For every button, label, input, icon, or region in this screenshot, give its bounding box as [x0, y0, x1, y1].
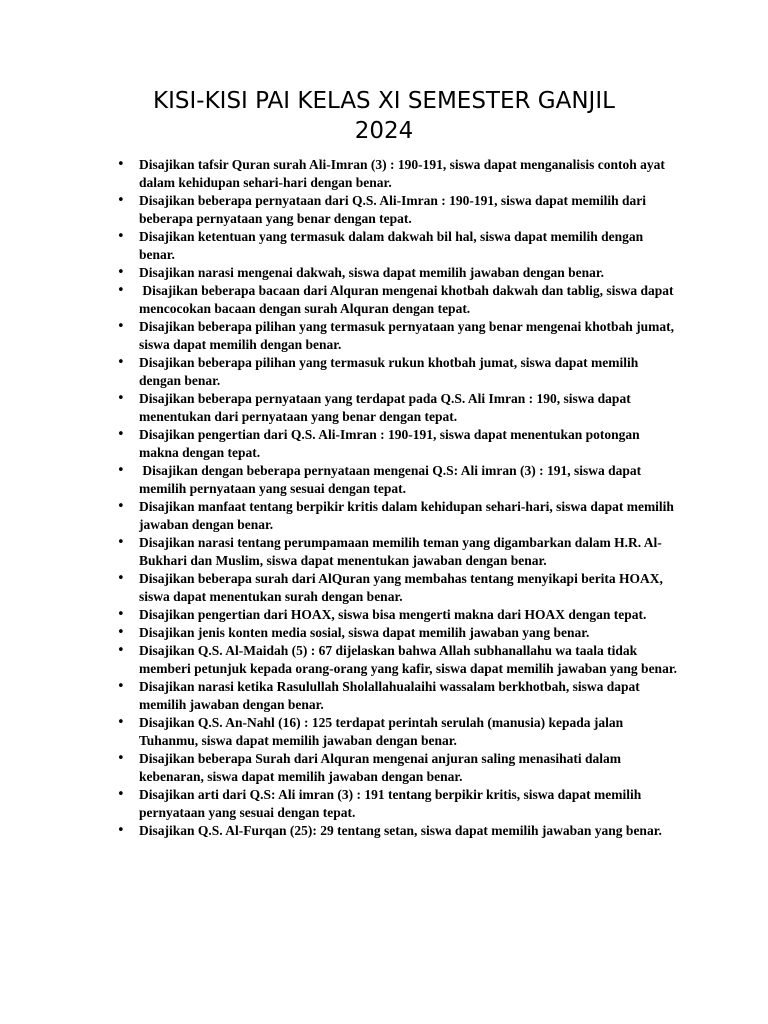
list-item: • Disajikan Q.S. An-Nahl (16) : 125 terdapat perintah serulah (manusia) kepada jalan Tuhanmu, siswa dapat memilih jawaban dengan benar. [139, 714, 679, 750]
list-item: • Disajikan pengertian dari Q.S. Ali-Imran : 190-191, siswa dapat menentukan potongan makna dengan tepat. [139, 426, 679, 462]
list-item: • Disajikan dengan beberapa pernyataan mengenai Q.S: Ali imran (3) : 191, siswa dapat memilih pernyataan yang sesuai dengan tepat. [139, 462, 679, 498]
list-item: • Disajikan arti dari Q.S: Ali imran (3) : 191 tentang berpikir kritis, siswa dapat memilih pernyataan yang sesuai dengan tepat. [139, 786, 679, 822]
list-item: • Disajikan beberapa pernyataan dari Q.S. Ali-Imran : 190-191, siswa dapat memilih dari beberapa pernyataan yang benar dengan tepat. [139, 192, 679, 228]
list-item: • Disajikan Q.S. Al-Maidah (5) : 67 dijelaskan bahwa Allah subhanallahu wa taala tidak memberi petunjuk kepada orang-orang yang kafir, siswa dapat memilih jawaban yang benar. [139, 642, 679, 678]
list-item: • Disajikan tafsir Quran surah Ali-Imran (3) : 190-191, siswa dapat menganalisis contoh ayat dalam kehidupan sehari-hari dengan benar. [139, 156, 679, 192]
list-item: • Disajikan pengertian dari HOAX, siswa bisa mengerti makna dari HOAX dengan tepat. [139, 606, 679, 624]
list-item: • Disajikan Q.S. Al-Furqan (25): 29 tentang setan, siswa dapat memilih jawaban yang benar. [139, 822, 679, 840]
list-item: • Disajikan beberapa bacaan dari Alquran mengenai khotbah dakwah dan tablig, siswa dapat mencocokan bacaan dengan surah Alquran dengan tepat. [139, 282, 679, 318]
list-item: • Disajikan beberapa surah dari AlQuran yang membahas tentang menyikapi berita HOAX, siswa dapat menentukan surah dengan benar. [139, 570, 679, 606]
list-item: • Disajikan beberapa pilihan yang termasuk pernyataan yang benar mengenai khotbah jumat, siswa dapat memilih dengan benar. [139, 318, 679, 354]
document-title-line-1: KISI-KISI PAI KELAS XI SEMESTER GANJIL [153, 88, 615, 114]
list-item: • Disajikan beberapa pernyataan yang terdapat pada Q.S. Ali Imran : 190, siswa dapat menentukan dari pernyataan yang benar dengan tepat. [139, 390, 679, 426]
list-item: • Disajikan beberapa pilihan yang termasuk rukun khotbah jumat, siswa dapat memilih dengan benar. [139, 354, 679, 390]
list-item: • Disajikan manfaat tentang berpikir kritis dalam kehidupan sehari-hari, siswa dapat memilih jawaban dengan benar. [139, 498, 679, 534]
list-item: • Disajikan narasi mengenai dakwah, siswa dapat memilih jawaban dengan benar. [139, 264, 679, 282]
list-item: • Disajikan ketentuan yang termasuk dalam dakwah bil hal, siswa dapat memilih dengan benar. [139, 228, 679, 264]
document-title [84, 86, 684, 146]
list-item: • Disajikan jenis konten media sosial, siswa dapat memilih jawaban yang benar. [139, 624, 679, 642]
list-item: • Disajikan narasi tentang perumpamaan memilih teman yang digambarkan dalam H.R. Al-Bukhari dan Muslim, siswa dapat menentukan jawaban dengan benar. [139, 534, 679, 570]
bullet-list [139, 156, 679, 840]
list-item: • Disajikan beberapa Surah dari Alquran mengenai anjuran saling menasihati dalam kebenaran, siswa dapat memilih jawaban dengan benar. [139, 750, 679, 786]
list-item: • Disajikan narasi ketika Rasulullah Sholallahualaihi wassalam berkhotbah, siswa dapat memilih jawaban dengan benar. [139, 678, 679, 714]
document-title-line-2: 2024 [354, 118, 414, 144]
